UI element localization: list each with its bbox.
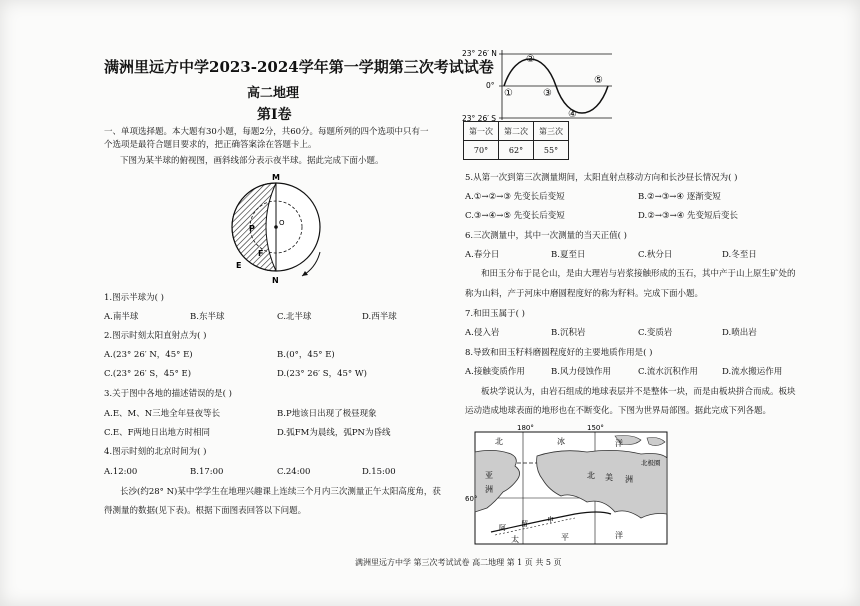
map-label-a: 阿 bbox=[499, 524, 506, 532]
map-label-mei: 美 bbox=[605, 473, 613, 482]
q4-option-a: A.12:00 bbox=[104, 467, 138, 477]
hemisphere-diagram bbox=[222, 170, 332, 288]
map-label-shen: 申 bbox=[547, 516, 554, 524]
q1-stem: 1.图示半球为( ) bbox=[104, 293, 164, 303]
map-label-bei: 北 bbox=[495, 437, 503, 446]
table-value-3: 55° bbox=[534, 141, 569, 160]
sun-position-curve bbox=[462, 46, 622, 122]
q5-option-c: C.③→④→⑤ 先变长后变短 bbox=[465, 211, 565, 221]
label-o: O bbox=[279, 219, 285, 227]
map-label-yang-pacific: 洋 bbox=[615, 531, 623, 540]
q7-option-d: D.喷出岩 bbox=[722, 328, 757, 338]
label-n: N bbox=[272, 276, 279, 285]
q6-option-a: A.春分日 bbox=[465, 250, 500, 260]
point-1: ① bbox=[504, 88, 513, 99]
point-2: ② bbox=[526, 54, 535, 65]
q4-option-d: D.15:00 bbox=[362, 467, 396, 477]
measurement-table bbox=[463, 121, 569, 160]
q8-option-d: D.流水搬运作用 bbox=[722, 367, 783, 377]
q5-option-d: D.②→③→④ 先变短后变长 bbox=[638, 211, 739, 221]
q2-option-b: B.(0°，45° E) bbox=[277, 350, 335, 360]
q7-option-b: B.沉积岩 bbox=[551, 328, 586, 338]
q4-option-b: B.17:00 bbox=[190, 467, 224, 477]
table-header-2: 第二次 bbox=[499, 122, 534, 141]
table-header-1: 第一次 bbox=[464, 122, 499, 141]
exam-title: 满洲里远方中学2023-2024学年第一学期第三次考试试卷 bbox=[104, 58, 494, 76]
q3-option-a: A.E、M、N三地全年昼夜等长 bbox=[104, 409, 221, 419]
table-value-2: 62° bbox=[499, 141, 534, 160]
q1-option-c: C.北半球 bbox=[277, 312, 312, 322]
q6-stem: 6.三次测量中，其中一次测量的当天正值( ) bbox=[465, 231, 627, 241]
q3-option-b: B.P地该日出现了极昼现象 bbox=[277, 409, 377, 419]
label-p: P bbox=[249, 224, 255, 233]
lon-label-180: 180° bbox=[517, 424, 534, 432]
lon-label-150: 150° bbox=[587, 424, 604, 432]
lat-label-s: 23° 26′ S bbox=[462, 114, 497, 122]
instructions-line1: 一、单项选择题。本大题有30小题，每题2分，共60分。每题所列的四个选项中只有一 bbox=[104, 127, 429, 137]
figure1-stem: 下图为某半球的俯视图，画斜线部分表示夜半球。据此完成下面小题。 bbox=[120, 156, 384, 166]
q2-stem: 2.图示时刻太阳直射点为( ) bbox=[104, 331, 207, 341]
regional-map bbox=[465, 422, 675, 548]
point-4: ④ bbox=[568, 109, 577, 120]
map-label-arctic-circle: 北极圈 bbox=[641, 459, 661, 467]
q3-option-d: D.弧FM为晨线，弧PN为昏线 bbox=[277, 428, 391, 438]
lat-label-n: 23° 26′ N bbox=[462, 49, 497, 58]
q2-option-d: D.(23° 26′ S，45° W) bbox=[277, 369, 367, 379]
q5-stem: 5.从第一次到第三次测量期间，太阳直射点移动方向和长沙昼长情况为( ) bbox=[465, 173, 738, 183]
q6-option-d: D.冬至日 bbox=[722, 250, 757, 260]
q8-option-c: C.流水沉积作用 bbox=[638, 367, 698, 377]
label-m: M bbox=[272, 173, 280, 182]
q5-option-a: A.①→②→③ 先变长后变短 bbox=[465, 192, 565, 202]
subject-title: 高二地理 bbox=[247, 86, 300, 101]
map-label-tai: 太 bbox=[511, 535, 519, 544]
point-3: ③ bbox=[543, 88, 552, 99]
table-value-1: 70° bbox=[464, 141, 499, 160]
q2-option-a: A.(23° 26′ N，45° E) bbox=[104, 350, 193, 360]
map-label-yang: 洋 bbox=[615, 439, 623, 448]
map-label-bing: 冰 bbox=[557, 437, 565, 446]
q3-option-c: C.E、F两地日出地方时相同 bbox=[104, 428, 211, 438]
passage3-line1: 和田玉分布于昆仑山，是由大理岩与岩浆接触形成的玉石，其中产于山上原生矿处的 bbox=[481, 269, 796, 279]
label-f: F bbox=[258, 249, 264, 258]
q1-option-a: A.南半球 bbox=[104, 312, 139, 322]
table-header-3: 第三次 bbox=[534, 122, 569, 141]
passage4-line2: 运动造成地球表面的地形也在不断变化。下图为世界局部图。据此完成下列各题。 bbox=[465, 406, 772, 416]
volume-title: 第Ⅰ卷 bbox=[257, 107, 292, 123]
q6-option-c: C.秋分日 bbox=[638, 250, 673, 260]
q8-option-b: B.风力侵蚀作用 bbox=[551, 367, 611, 377]
point-5: ⑤ bbox=[594, 75, 603, 86]
q5-option-b: B.②→③→④ 逐渐变短 bbox=[638, 192, 721, 202]
q1-option-d: D.西半球 bbox=[362, 312, 397, 322]
q2-option-c: C.(23° 26′ S，45° E) bbox=[104, 369, 192, 379]
q6-option-b: B.夏至日 bbox=[551, 250, 586, 260]
q4-option-c: C.24:00 bbox=[277, 467, 311, 477]
map-label-ping: 平 bbox=[561, 533, 569, 542]
page-footer: 满洲里远方中学 第三次考试试卷 高二地理 第 1 页 共 5 页 bbox=[355, 558, 562, 567]
map-label-zhou-na: 洲 bbox=[625, 475, 633, 484]
q1-option-b: B.东半球 bbox=[190, 312, 225, 322]
map-label-zhou-asia: 洲 bbox=[485, 485, 493, 494]
instructions-line2: 个选项是最符合题目要求的，把正确答案涂在答题卡上。 bbox=[104, 140, 317, 150]
passage3-line2: 称为山料，产于河床中磨圆程度好的称为籽料。完成下面小题。 bbox=[465, 289, 704, 299]
lat-label-0: 0° bbox=[486, 81, 495, 90]
lat-label-60: 60° bbox=[465, 495, 478, 503]
q8-stem: 8.导致和田玉籽料磨圆程度好的主要地质作用是( ) bbox=[465, 348, 653, 358]
map-label-bei-na: 北 bbox=[587, 471, 595, 480]
passage2-line2: 得测量的数据(见下表)。根据下面图表回答以下问题。 bbox=[104, 506, 307, 516]
label-e: E bbox=[236, 261, 242, 270]
q7-stem: 7.和田玉属于( ) bbox=[465, 309, 525, 319]
q3-stem: 3.关于图中各地的描述错误的是( ) bbox=[104, 389, 232, 399]
passage2-line1: 长沙(约28° N)某中学学生在地理兴趣课上连续三个月内三次测量正午太阳高度角，获 bbox=[120, 487, 441, 497]
q7-option-c: C.变质岩 bbox=[638, 328, 673, 338]
map-label-ya: 亚 bbox=[485, 471, 493, 480]
q8-option-a: A.接触变质作用 bbox=[465, 367, 525, 377]
q7-option-a: A.侵入岩 bbox=[465, 328, 500, 338]
passage4-line1: 板块学说认为，由岩石组成的地球表层并不是整体一块，而是由板块拼合而成。板块 bbox=[481, 387, 796, 397]
q4-stem: 4.图示时刻的北京时间为( ) bbox=[104, 447, 207, 457]
map-label-liu: 留 bbox=[521, 520, 528, 528]
